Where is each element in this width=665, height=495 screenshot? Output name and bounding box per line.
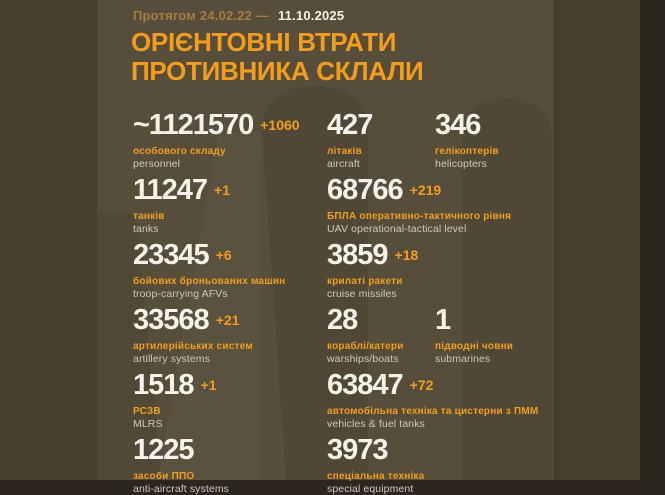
stat-delta: +1060 — [260, 117, 300, 133]
stat-label-en: vehicles & fuel tanks — [327, 418, 425, 430]
stat-label-ua: бойових броньованих машин — [133, 276, 286, 287]
stat-label-ua: автомобільна техніка та цистерни з ПММ — [327, 406, 539, 417]
stat-label-en: tanks — [133, 223, 159, 235]
stat-label-ua: особового складу — [133, 146, 226, 157]
stat-label-ua: засоби ППО — [133, 471, 195, 482]
stat-delta: +6 — [215, 247, 232, 263]
period-line — [133, 8, 344, 23]
stat-delta: +1 — [214, 182, 231, 198]
stat-label-ua: кораблі/катери — [327, 341, 404, 352]
stat-value: 3859 — [327, 239, 388, 271]
stat-label-en: troop-carrying AFVs — [133, 288, 228, 300]
stat-value: 1225 — [133, 434, 194, 466]
stat-label-ua: спеціальна техніка — [327, 471, 425, 482]
period-date: 11.10.2025 — [277, 8, 345, 23]
stat-label-ua: підводні човни — [435, 341, 514, 352]
stat-label-en: anti-aircraft systems — [133, 483, 230, 495]
stats-grid — [0, 109, 640, 495]
title-line-1: ОРІЄНТОВНІ ВТРАТИ — [131, 27, 397, 57]
stat-value: 1 — [435, 304, 451, 336]
stat-item — [435, 109, 665, 170]
stat-delta: +72 — [409, 377, 434, 393]
stat-number-line — [327, 174, 557, 208]
stat-delta: +1 — [200, 377, 217, 393]
stat-delta: +18 — [394, 247, 419, 263]
stat-value: 346 — [435, 109, 481, 141]
stat-number-line — [435, 304, 665, 338]
stat-item — [327, 239, 557, 300]
stat-delta: +219 — [409, 182, 442, 198]
stat-label-en: cruise missiles — [327, 288, 397, 300]
stat-number-line — [327, 239, 557, 273]
stat-number-line — [435, 109, 665, 143]
stat-number-line — [327, 434, 557, 468]
stat-label-en: helicopters — [435, 158, 487, 170]
period-prefix: Протягом 24.02.22 — — [133, 8, 270, 23]
stat-number-line — [327, 369, 557, 403]
stat-label-ua: літаків — [327, 146, 362, 157]
stat-label-en: artillery systems — [133, 353, 210, 365]
stat-label-en: submarines — [435, 353, 491, 365]
page-title — [131, 28, 423, 86]
stat-label-ua: БПЛА оперативно-тактичного рівня — [327, 211, 512, 222]
stat-value: 33568 — [133, 304, 209, 336]
stat-value: 68766 — [327, 174, 403, 206]
stat-label-ua: танків — [133, 211, 165, 222]
stat-value: 427 — [327, 109, 373, 141]
stat-value: 63847 — [327, 369, 403, 401]
stat-label-ua: артилерійських систем — [133, 341, 253, 352]
stat-item — [327, 174, 557, 235]
stat-label-ua: крилаті ракети — [327, 276, 403, 287]
stat-label-ua: гелікоптерів — [435, 146, 499, 157]
stat-item — [327, 434, 557, 495]
stat-item — [435, 304, 665, 365]
stat-label-en: UAV operational-tactical level — [327, 223, 467, 235]
stat-value: 3973 — [327, 434, 388, 466]
stat-value: 11247 — [133, 174, 208, 206]
stat-label-en: MLRS — [133, 418, 163, 430]
stat-value: 23345 — [133, 239, 209, 271]
stat-label-en: special equipment — [327, 483, 414, 495]
stat-label-en: personnel — [133, 158, 181, 170]
stat-label-ua: РСЗВ — [133, 406, 161, 417]
stat-item — [327, 369, 557, 430]
stat-value: 1518 — [133, 369, 194, 401]
stat-label-en: warships/boats — [327, 353, 399, 365]
title-line-2: ПРОТИВНИКА СКЛАЛИ — [131, 56, 424, 86]
stat-label-en: aircraft — [327, 158, 360, 170]
stat-value: 28 — [327, 304, 358, 336]
stat-value: ~1121570 — [133, 109, 254, 141]
stat-delta: +21 — [215, 312, 240, 328]
